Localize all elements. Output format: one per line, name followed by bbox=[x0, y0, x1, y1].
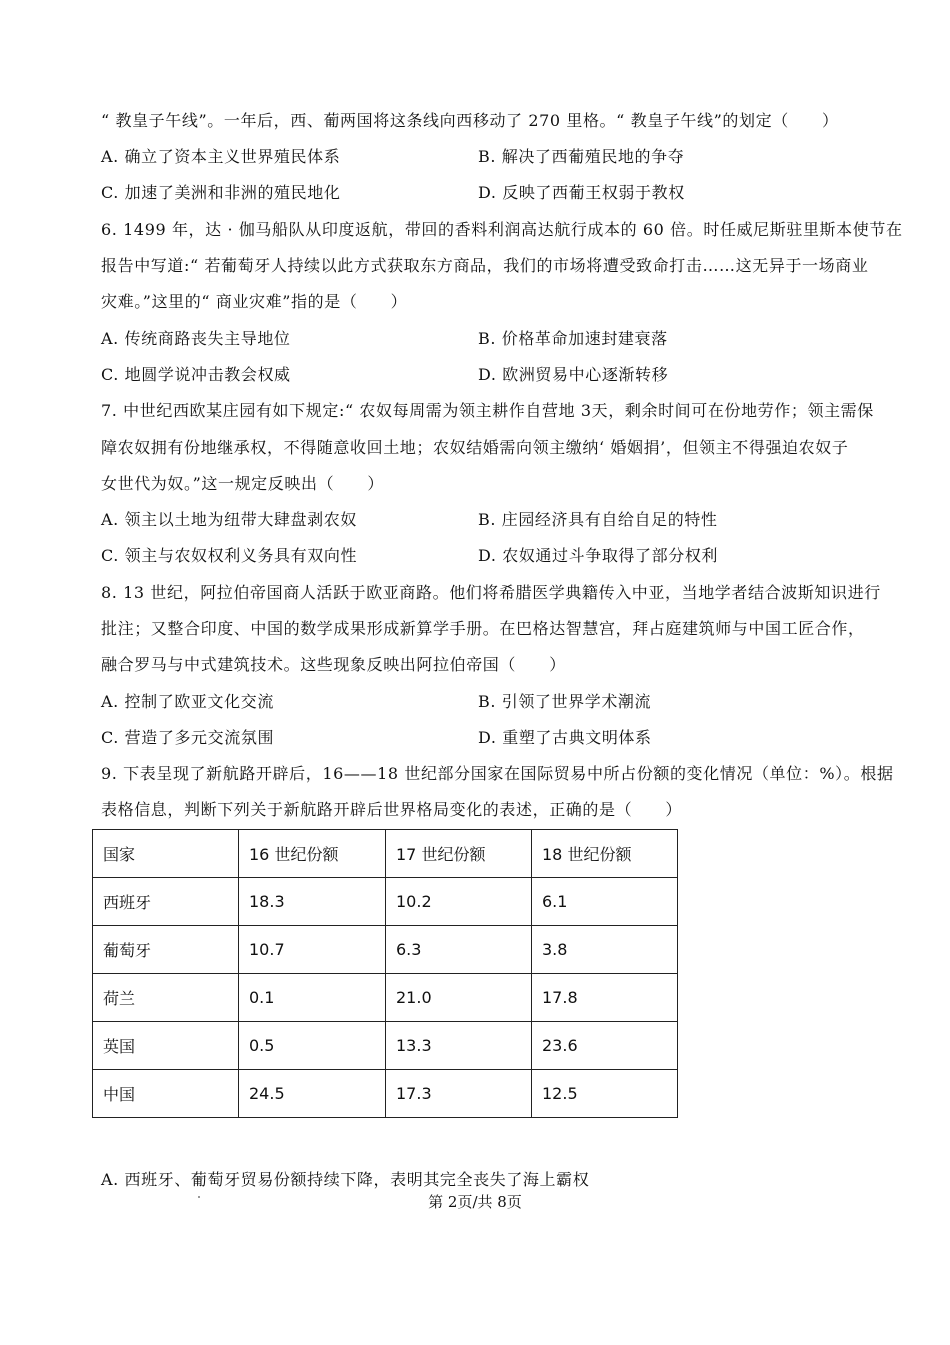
q7-option-d: D. 农奴通过斗争取得了部分权利 bbox=[478, 546, 719, 565]
table-cell: 17.3 bbox=[386, 1070, 532, 1118]
table-cell: 中国 bbox=[93, 1070, 239, 1118]
table-header-cell: 16 世纪份额 bbox=[239, 830, 386, 878]
table-cell: 10.7 bbox=[239, 926, 386, 974]
table-cell: 17.8 bbox=[532, 974, 678, 1022]
q8-option-c: C. 营造了多元交流氛围 bbox=[101, 728, 275, 747]
q9-stem-line-2: 表格信息，判断下列关于新航路开辟后世界格局变化的表述，正确的是（ ） bbox=[101, 800, 683, 819]
q5-stem-continued: “ 教皇子午线”。一年后，西、葡两国将这条线向西移动了 270 里格。“ 教皇子午线”的划定（ ） bbox=[101, 111, 839, 130]
table-cell: 英国 bbox=[93, 1022, 239, 1070]
table-cell: 荷兰 bbox=[93, 974, 239, 1022]
q8-stem-line-3: 融合罗马与中式建筑技术。这些现象反映出阿拉伯帝国（ ） bbox=[101, 655, 566, 674]
table-cell: 21.0 bbox=[386, 974, 532, 1022]
table-row bbox=[93, 1022, 678, 1070]
table-row bbox=[93, 1070, 678, 1118]
table-row bbox=[93, 974, 678, 1022]
table-row bbox=[93, 926, 678, 974]
table-row bbox=[93, 878, 678, 926]
q8-stem-line-1: 8. 13 世纪，阿拉伯帝国商人活跃于欧亚商路。他们将希腊医学典籍传入中亚，当地学者结合波斯知识进行 bbox=[101, 583, 881, 602]
q7-stem-line-3: 女世代为奴。”这一规定反映出（ ） bbox=[101, 474, 384, 493]
q6-stem-line-3: 灾难。”这里的“ 商业灾难”指的是（ ） bbox=[101, 292, 408, 311]
q8-option-b: B. 引领了世界学术潮流 bbox=[478, 692, 652, 711]
table-cell: 12.5 bbox=[532, 1070, 678, 1118]
q5-option-d: D. 反映了西葡王权弱于教权 bbox=[478, 183, 685, 202]
q9-option-a: A. 西班牙、葡萄牙贸易份额持续下降，表明其完全丧失了海上霸权 bbox=[101, 1170, 590, 1189]
q6-stem-line-2: 报告中写道:“ 若葡萄牙人持续以此方式获取东方商品，我们的市场将遭受致命打击……这无异于一场商业 bbox=[101, 256, 869, 275]
table-cell: 西班牙 bbox=[93, 878, 239, 926]
table-header-cell: 17 世纪份额 bbox=[386, 830, 532, 878]
q8-stem-line-2: 批注；又整合印度、中国的数学成果形成新算学手册。在巴格达智慧宫，拜占庭建筑师与中国工匠合作， bbox=[101, 619, 865, 638]
q6-option-a: A. 传统商路丧失主导地位 bbox=[101, 329, 291, 348]
table-cell: 13.3 bbox=[386, 1022, 532, 1070]
q6-option-c: C. 地圆学说冲击教会权威 bbox=[101, 365, 291, 384]
table-header-row bbox=[93, 830, 678, 878]
table-cell: 10.2 bbox=[386, 878, 532, 926]
page-footer: 第 2页/共 8页 bbox=[428, 1193, 522, 1211]
table-header-cell: 国家 bbox=[93, 830, 239, 878]
q9-stem-line-1: 9. 下表呈现了新航路开辟后，16——18 世纪部分国家在国际贸易中所占份额的变化情况（单位：%）。根据 bbox=[101, 764, 894, 783]
table-cell: 23.6 bbox=[532, 1022, 678, 1070]
table-cell: 18.3 bbox=[239, 878, 386, 926]
q6-option-d: D. 欧洲贸易中心逐渐转移 bbox=[478, 365, 669, 384]
q8-option-d: D. 重塑了古典文明体系 bbox=[478, 728, 652, 747]
table-cell: 6.1 bbox=[532, 878, 678, 926]
q8-option-a: A. 控制了欧亚文化交流 bbox=[101, 692, 274, 711]
table-cell: 6.3 bbox=[386, 926, 532, 974]
table-cell: 24.5 bbox=[239, 1070, 386, 1118]
q6-stem-line-1: 6. 1499 年，达 · 伽马船队从印度返航，带回的香料利润高达航行成本的 60 倍。时任威尼斯驻里斯本使节在 bbox=[101, 220, 903, 239]
table-header-cell: 18 世纪份额 bbox=[532, 830, 678, 878]
q5-option-b: B. 解决了西葡殖民地的争夺 bbox=[478, 147, 685, 166]
q6-option-b: B. 价格革命加速封建衰落 bbox=[478, 329, 668, 348]
table-cell: 葡萄牙 bbox=[93, 926, 239, 974]
q7-option-b: B. 庄园经济具有自给自足的特性 bbox=[478, 510, 718, 529]
table-cell: 3.8 bbox=[532, 926, 678, 974]
q7-option-c: C. 领主与农奴权利义务具有双向性 bbox=[101, 546, 358, 565]
q5-option-a: A. 确立了资本主义世界殖民体系 bbox=[101, 147, 341, 166]
trade-share-table bbox=[92, 829, 678, 1118]
table-cell: 0.5 bbox=[239, 1022, 386, 1070]
table-cell: 0.1 bbox=[239, 974, 386, 1022]
q5-option-c: C. 加速了美洲和非洲的殖民地化 bbox=[101, 183, 341, 202]
q7-stem-line-1: 7. 中世纪西欧某庄园有如下规定:“ 农奴每周需为领主耕作自营地 3天，剩余时间可在份地劳作；领主需保 bbox=[101, 401, 874, 420]
q7-option-a: A. 领主以土地为纽带大肆盘剥农奴 bbox=[101, 510, 357, 529]
q7-stem-line-2: 障农奴拥有份地继承权，不得随意收回土地；农奴结婚需向领主缴纳‘ 婚姻捐’，但领主不得强迫农奴子 bbox=[101, 438, 849, 457]
